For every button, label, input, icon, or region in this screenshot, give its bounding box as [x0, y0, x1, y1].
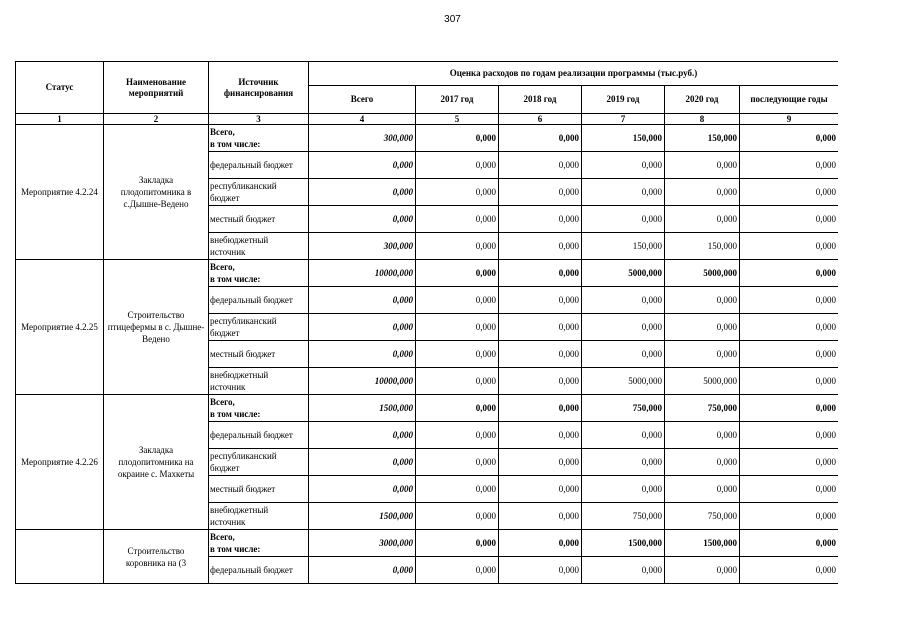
value-total: 300,000 — [309, 233, 416, 260]
funding-source: местный бюджет — [209, 476, 309, 503]
value-next-years: 0,000 — [740, 368, 839, 395]
value-next-years: 0,000 — [740, 530, 839, 557]
funding-source: республиканский бюджет — [209, 179, 309, 206]
value-2017: 0,000 — [416, 179, 499, 206]
funding-source: республиканский бюджет — [209, 449, 309, 476]
value-next-years: 0,000 — [740, 152, 839, 179]
header-source: Источник финансирования — [209, 62, 309, 114]
value-next-years: 0,000 — [740, 557, 839, 584]
value-2017: 0,000 — [416, 341, 499, 368]
value-2019: 750,000 — [582, 395, 665, 422]
value-2020: 5000,000 — [665, 260, 740, 287]
value-2018: 0,000 — [499, 476, 582, 503]
value-next-years: 0,000 — [740, 233, 839, 260]
value-total: 0,000 — [309, 476, 416, 503]
value-total: 0,000 — [309, 557, 416, 584]
event-status: Мероприятие 4.2.25 — [16, 260, 104, 395]
value-2018: 0,000 — [499, 395, 582, 422]
column-number: 8 — [665, 114, 740, 125]
column-number: 7 — [582, 114, 665, 125]
value-2019: 150,000 — [582, 233, 665, 260]
value-2017: 0,000 — [416, 125, 499, 152]
value-2017: 0,000 — [416, 449, 499, 476]
value-2018: 0,000 — [499, 557, 582, 584]
value-2020: 0,000 — [665, 179, 740, 206]
table-row — [16, 125, 839, 152]
column-number: 2 — [104, 114, 209, 125]
funding-source: Всего, в том числе: — [209, 260, 309, 287]
header-2017: 2017 год — [416, 86, 499, 114]
value-next-years: 0,000 — [740, 260, 839, 287]
value-next-years: 0,000 — [740, 206, 839, 233]
column-number: 1 — [16, 114, 104, 125]
value-2020: 0,000 — [665, 449, 740, 476]
funding-source: внебюджетный источник — [209, 503, 309, 530]
funding-source: федеральный бюджет — [209, 287, 309, 314]
value-next-years: 0,000 — [740, 179, 839, 206]
value-2017: 0,000 — [416, 422, 499, 449]
value-2020: 150,000 — [665, 125, 740, 152]
value-2019: 0,000 — [582, 152, 665, 179]
value-total: 1500,000 — [309, 395, 416, 422]
value-2020: 0,000 — [665, 314, 740, 341]
value-2017: 0,000 — [416, 233, 499, 260]
value-2020: 750,000 — [665, 395, 740, 422]
value-total: 0,000 — [309, 341, 416, 368]
value-2019: 750,000 — [582, 503, 665, 530]
event-status: Мероприятие 4.2.24 — [16, 125, 104, 260]
funding-source: местный бюджет — [209, 341, 309, 368]
value-2018: 0,000 — [499, 314, 582, 341]
value-2017: 0,000 — [416, 314, 499, 341]
funding-source: федеральный бюджет — [209, 152, 309, 179]
value-2019: 0,000 — [582, 341, 665, 368]
column-number-row — [16, 114, 839, 125]
value-2019: 0,000 — [582, 206, 665, 233]
value-next-years: 0,000 — [740, 395, 839, 422]
value-2020: 1500,000 — [665, 530, 740, 557]
value-2017: 0,000 — [416, 206, 499, 233]
value-2020: 150,000 — [665, 233, 740, 260]
value-total: 300,000 — [309, 125, 416, 152]
value-2019: 0,000 — [582, 314, 665, 341]
value-total: 0,000 — [309, 152, 416, 179]
value-next-years: 0,000 — [740, 341, 839, 368]
value-2019: 5000,000 — [582, 368, 665, 395]
event-name: Закладка плодопитомника на окраине с. Махкеты — [104, 395, 209, 530]
value-2018: 0,000 — [499, 422, 582, 449]
value-next-years: 0,000 — [740, 503, 839, 530]
value-next-years: 0,000 — [740, 314, 839, 341]
header-2019: 2019 год — [582, 86, 665, 114]
value-2017: 0,000 — [416, 260, 499, 287]
value-total: 10000,000 — [309, 368, 416, 395]
value-2020: 0,000 — [665, 206, 740, 233]
value-2020: 750,000 — [665, 503, 740, 530]
value-next-years: 0,000 — [740, 125, 839, 152]
header-next-years: последующие годы — [740, 86, 839, 114]
page-number: 307 — [444, 14, 461, 25]
value-2017: 0,000 — [416, 530, 499, 557]
value-2019: 5000,000 — [582, 260, 665, 287]
header-estimate: Оценка расходов по годам реализации программы (тыс.руб.) — [309, 62, 839, 86]
value-2017: 0,000 — [416, 287, 499, 314]
value-2020: 0,000 — [665, 476, 740, 503]
value-2018: 0,000 — [499, 179, 582, 206]
event-name: Закладка плодопитомника в с.Дышне-Ведено — [104, 125, 209, 260]
column-number: 3 — [209, 114, 309, 125]
value-2020: 0,000 — [665, 422, 740, 449]
value-2020: 0,000 — [665, 341, 740, 368]
header-total: Всего — [309, 86, 416, 114]
funding-source: внебюджетный источник — [209, 368, 309, 395]
event-status: Мероприятие 4.2.26 — [16, 395, 104, 530]
value-next-years: 0,000 — [740, 476, 839, 503]
value-next-years: 0,000 — [740, 287, 839, 314]
value-2017: 0,000 — [416, 557, 499, 584]
value-2019: 0,000 — [582, 287, 665, 314]
header-2020: 2020 год — [665, 86, 740, 114]
value-2018: 0,000 — [499, 530, 582, 557]
column-number: 9 — [740, 114, 839, 125]
value-total: 3000,000 — [309, 530, 416, 557]
value-2020: 0,000 — [665, 152, 740, 179]
value-next-years: 0,000 — [740, 449, 839, 476]
funding-source: федеральный бюджет — [209, 557, 309, 584]
funding-source: Всего, в том числе: — [209, 125, 309, 152]
value-2019: 150,000 — [582, 125, 665, 152]
value-2019: 0,000 — [582, 449, 665, 476]
value-2018: 0,000 — [499, 233, 582, 260]
table-row — [16, 260, 839, 287]
value-total: 0,000 — [309, 449, 416, 476]
value-total: 0,000 — [309, 179, 416, 206]
value-2018: 0,000 — [499, 368, 582, 395]
value-2018: 0,000 — [499, 287, 582, 314]
table-row — [16, 530, 839, 557]
value-2018: 0,000 — [499, 206, 582, 233]
event-name: Строительство коровника на (3 — [104, 530, 209, 584]
funding-source: внебюджетный источник — [209, 233, 309, 260]
value-total: 0,000 — [309, 314, 416, 341]
header-2018: 2018 год — [499, 86, 582, 114]
column-number: 4 — [309, 114, 416, 125]
value-total: 0,000 — [309, 206, 416, 233]
column-number: 6 — [499, 114, 582, 125]
value-2018: 0,000 — [499, 449, 582, 476]
value-total: 0,000 — [309, 287, 416, 314]
funding-source: Всего, в том числе: — [209, 395, 309, 422]
table-row — [16, 395, 839, 422]
value-2018: 0,000 — [499, 260, 582, 287]
event-name: Строительство птицефермы в с. Дышне-Ведено — [104, 260, 209, 395]
value-2018: 0,000 — [499, 503, 582, 530]
funding-source: местный бюджет — [209, 206, 309, 233]
value-2020: 0,000 — [665, 557, 740, 584]
value-2018: 0,000 — [499, 152, 582, 179]
value-next-years: 0,000 — [740, 422, 839, 449]
funding-source: Всего, в том числе: — [209, 530, 309, 557]
value-total: 0,000 — [309, 422, 416, 449]
funding-source: федеральный бюджет — [209, 422, 309, 449]
header-name: Наименование мероприятий — [104, 62, 209, 114]
budget-table-container — [15, 61, 838, 604]
header-status: Статус — [16, 62, 104, 114]
value-2018: 0,000 — [499, 125, 582, 152]
value-total: 1500,000 — [309, 503, 416, 530]
value-2019: 1500,000 — [582, 530, 665, 557]
event-status — [16, 530, 104, 584]
funding-source: республиканский бюджет — [209, 314, 309, 341]
value-total: 10000,000 — [309, 260, 416, 287]
value-2019: 0,000 — [582, 557, 665, 584]
value-2017: 0,000 — [416, 476, 499, 503]
value-2020: 5000,000 — [665, 368, 740, 395]
value-2017: 0,000 — [416, 368, 499, 395]
value-2017: 0,000 — [416, 152, 499, 179]
value-2017: 0,000 — [416, 395, 499, 422]
value-2020: 0,000 — [665, 287, 740, 314]
table-body — [16, 125, 839, 584]
budget-table — [15, 61, 838, 584]
value-2019: 0,000 — [582, 422, 665, 449]
value-2019: 0,000 — [582, 476, 665, 503]
value-2017: 0,000 — [416, 503, 499, 530]
column-number: 5 — [416, 114, 499, 125]
value-2019: 0,000 — [582, 179, 665, 206]
value-2018: 0,000 — [499, 341, 582, 368]
